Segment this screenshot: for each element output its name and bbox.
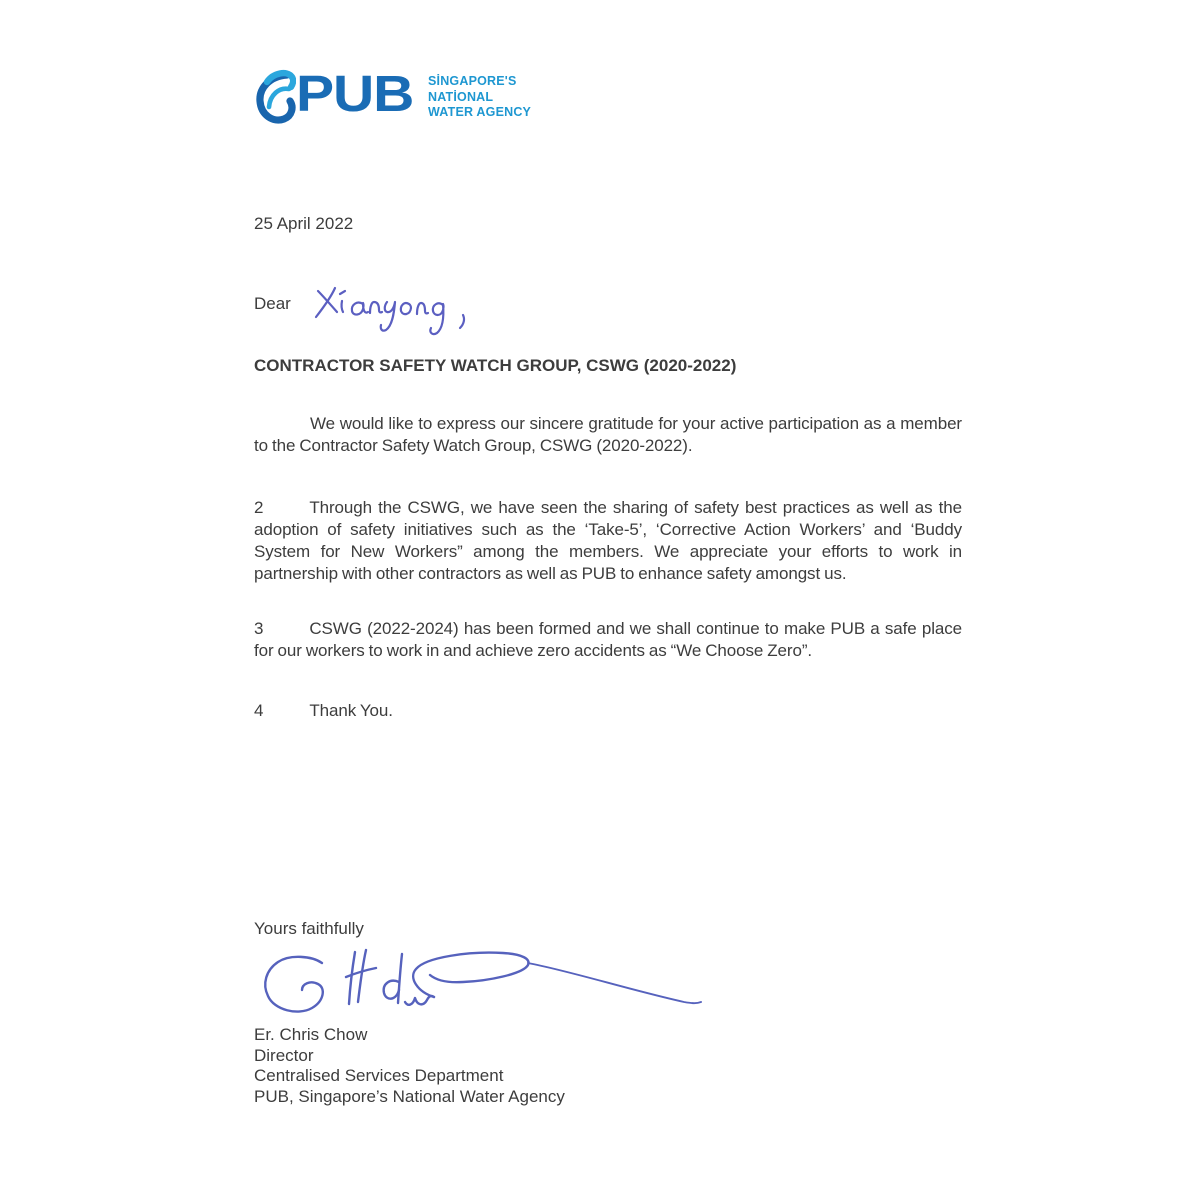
signoff-block (254, 1025, 565, 1107)
handwritten-recipient-name (309, 277, 477, 355)
paragraph-2-text: Through the CSWG, we have seen the sharing of safety best practices as well as the adoption of safety initiatives such as the ‘Take-5’, ‘Corrective Action Workers’ and ‘Buddy System for New Workers” among the members. We appreciate your efforts to work in partnership with other contractors as well as PUB to enhance safety amongst us. (254, 498, 962, 583)
pub-logo-swirl-icon (256, 68, 296, 126)
pub-logo-tagline (428, 74, 531, 121)
signoff-organisation: PUB, Singapore’s National Water Agency (254, 1086, 565, 1106)
signoff-title: Director (254, 1045, 314, 1065)
signoff-department: Centralised Services Department (254, 1066, 504, 1085)
signoff-name: Er. Chris Chow (254, 1025, 368, 1044)
letter-date: 25 April 2022 (254, 214, 354, 233)
paragraph-4 (254, 700, 962, 722)
paragraph-4-number: 4 (254, 701, 264, 720)
salutation-label: Dear (254, 294, 291, 313)
paragraph-4-text: Thank You. (309, 701, 393, 720)
tagline-line-3: WATER AGENCY (428, 105, 532, 119)
subject-line: CONTRACTOR SAFETY WATCH GROUP, CSWG (2020-2022) (254, 356, 737, 375)
tagline-line-1: SİNGAPORE'S (428, 74, 517, 88)
paragraph-2 (254, 497, 962, 585)
closing-line: Yours faithfully (254, 919, 364, 938)
pub-logo-wordmark: PUB (296, 65, 414, 122)
paragraph-3 (254, 618, 962, 662)
paragraph-2-number: 2 (254, 498, 264, 517)
paragraph-1-text: We would like to express our sincere gratitude for your active participation as a member to the Contractor Safety Watch Group, CSWG (2020-2022). (254, 414, 962, 455)
paragraph-3-text: CSWG (2022-2024) has been formed and we shall continue to make PUB a safe place for our workers to work in and achieve zero accidents as “We Choose Zero”. (254, 619, 962, 660)
paragraph-1 (254, 413, 962, 457)
paragraph-3-number: 3 (254, 619, 264, 638)
handwritten-signature (260, 940, 705, 1022)
tagline-line-2: NATİONAL (428, 89, 494, 104)
